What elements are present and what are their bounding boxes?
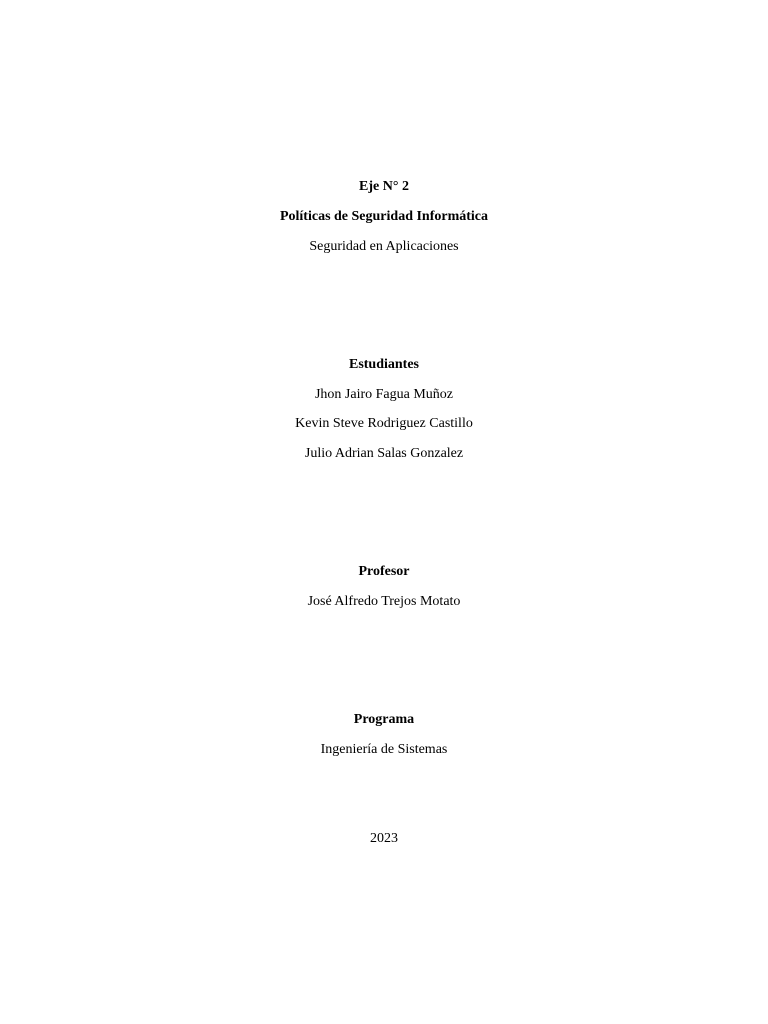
student-name: Kevin Steve Rodriguez Castillo	[295, 416, 473, 431]
document-title: Políticas de Seguridad Informática	[279, 209, 489, 224]
program-name: Ingeniería de Sistemas	[320, 742, 448, 757]
program-heading: Programa	[353, 712, 415, 727]
professor-heading: Profesor	[358, 564, 410, 579]
professor-name: José Alfredo Trejos Motato	[307, 594, 461, 609]
students-heading: Estudiantes	[348, 357, 420, 372]
eje-number: Eje N° 2	[359, 179, 409, 194]
course-subject: Seguridad en Aplicaciones	[309, 239, 459, 254]
year: 2023	[370, 831, 398, 846]
student-name: Jhon Jairo Fagua Muñoz	[314, 387, 454, 402]
student-name: Julio Adrian Salas Gonzalez	[304, 446, 464, 461]
